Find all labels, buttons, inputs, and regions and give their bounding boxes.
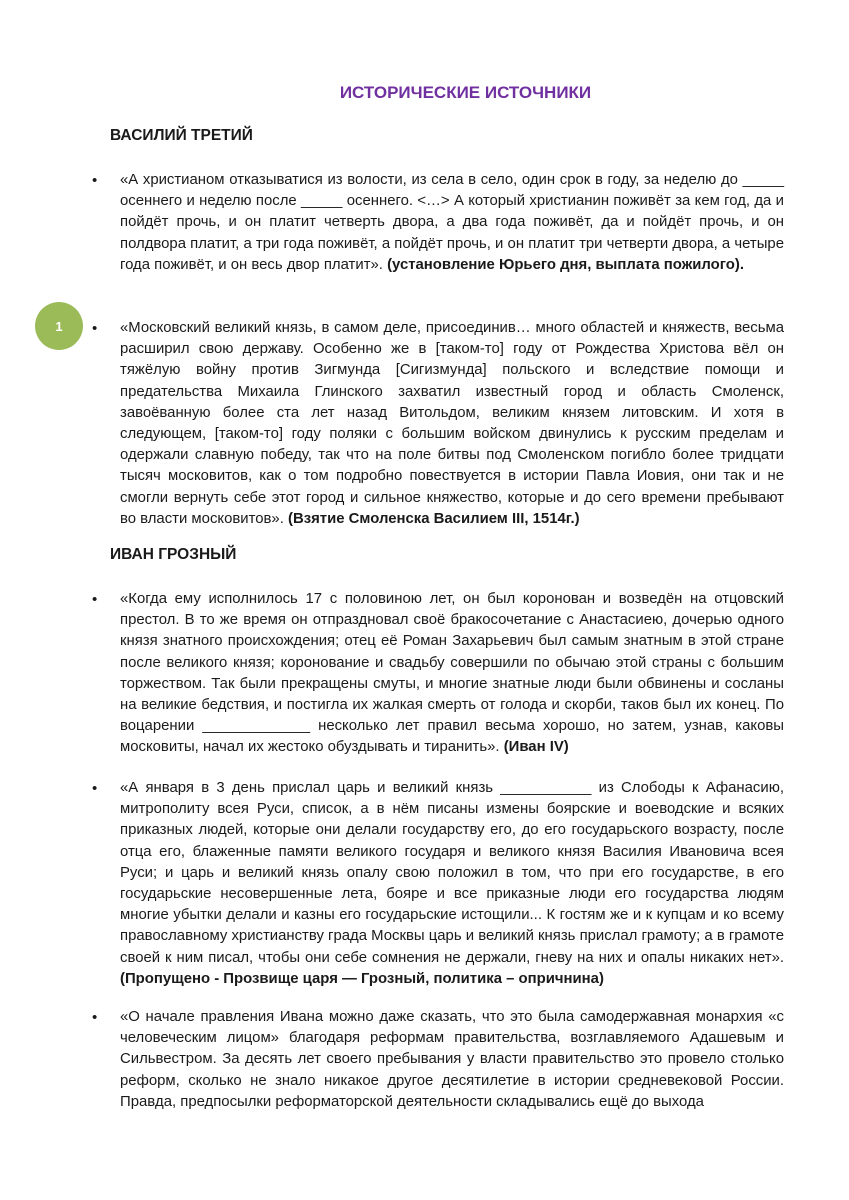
bullet: • xyxy=(92,1009,98,1026)
quote-text: «Московский великий князь, в самом деле, присоединив… много областей и княжеств, весьма расширил свою державу. Особенно же в [таком-то] году от Рождества Христова вёл он тяжёлую войну против Зигмунда [Сигизмунда] польского и вследствие помощи и предательства Михаила Глинского захватил известный город и область Смоленск, завоёванную более ста лет назад Витольдом, великим князем литовским. И хотя в следующем, [таком-то] году поляки с большим войском двинулись к русским пределам и одержали славную победу, так что на поле битвы под Смоленском погибло более тридцати тысяч московитов, как о том подробно повествуется в истории Павла Иовия, они так и не смогли вернуть себе этот город и сильное княжество, которые и до сего времени пребывают во власти московитов». xyxy=(120,320,784,527)
page-number-badge xyxy=(35,302,83,350)
bullet: • xyxy=(92,320,98,337)
list-item xyxy=(92,318,792,530)
source-paragraph xyxy=(120,170,784,276)
bullet: • xyxy=(92,780,98,797)
source-paragraph xyxy=(120,1007,784,1113)
quote-text: «О начале правления Ивана можно даже сказать, что это была самодержавная монархия «с человеческим лицом» благодаря реформам правительства, возглавляемого Адашевым и Сильвестром. За десять лет своего пребывания у власти правительство это провело столько реформ, сколько не знало никакое другое десятилетие в истории средневековой России. Правда, предпосылки реформаторской деятельности складывались ещё до выхода xyxy=(120,1009,784,1110)
source-paragraph xyxy=(120,589,784,759)
section-heading-vasily: ВАСИЛИЙ ТРЕТИЙ xyxy=(110,127,253,144)
page-number: 1 xyxy=(55,318,63,334)
quote-text: «Когда ему исполнилось 17 с половиною лет, он был коронован и возведён на отцовский престол. В то же время он отпраздновал своё бракосочетание с Анастасиею, дочерью одного князя знатного происхождения; отец её Роман Захарьевич был самым знатным в этой стране после великого князя; коронование и свадьбу совершили по обычаю этой страны с большим торжеством. Так были прекращены смуты, и многие знатные люди были обвинены и сосланы на великие бедствия, и постигла их жалкая смерть от голода и скорби, таков был их конец. По воцарении _____________ несколько лет правил весьма хорошо, но затем, узнав, каковы московиты, начал их жестоко обуздывать и тиранить». xyxy=(120,591,784,756)
list-item xyxy=(92,589,792,759)
quote-text: «А христианом отказыватися из волости, из села в село, один срок в году, за неделю до _____ осеннего и неделю после _____ осеннего. <…> А который христианин поживёт за кем год, да и пойдёт прочь, и он платит четверть двора, а два года поживёт, да и пойдёт прочь, и он полдвора платит, а три года поживёт, а пойдёт прочь, и он платит три четверти двора, а четыре года поживёт, и он весь двор платит». xyxy=(120,172,784,273)
answer-note: (установление Юрьего дня, выплата пожилого). xyxy=(387,256,744,273)
list-item xyxy=(92,1007,792,1113)
answer-note: (Пропущено - Прозвище царя — Грозный, политика – опричнина) xyxy=(120,970,604,987)
bullet: • xyxy=(92,172,98,189)
document-title: ИСТОРИЧЕСКИЕ ИСТОЧНИКИ xyxy=(339,83,592,102)
source-paragraph xyxy=(120,778,784,990)
bullet: • xyxy=(92,591,98,608)
section-heading-ivan: ИВАН ГРОЗНЫЙ xyxy=(110,546,237,563)
list-item xyxy=(92,778,792,990)
answer-note: (Иван IV) xyxy=(503,739,569,756)
source-paragraph xyxy=(120,318,784,530)
quote-text: «А января в 3 день прислал царь и великий князь ___________ из Слободы к Афанасию, митрополиту всея Руси, список, а в нём писаны измены боярские и воеводские и всяких приказных людей, которые они делали государству его, до его государьского возрасту, после отца его, блаженные памяти великого государя и великого князя Василия Ивановича всея Руси; и царь и великий князь опалу свою положил в том, что при его государстве, в его государьские несовершенные лета, бояре и все приказные люди его государства людям многие убытки делали и казны его государьские истощили... К гостям же и к купцам и ко всему православному христианству града Москвы царь и великий князь прислал грамоту; а в грамоте своей к ним писал, чтобы они себе сомнения не держали, гневу на них и опалы никаких нет». xyxy=(120,780,784,966)
answer-note: (Взятие Смоленска Василием III, 1514г.) xyxy=(287,510,580,527)
list-item xyxy=(92,170,792,276)
